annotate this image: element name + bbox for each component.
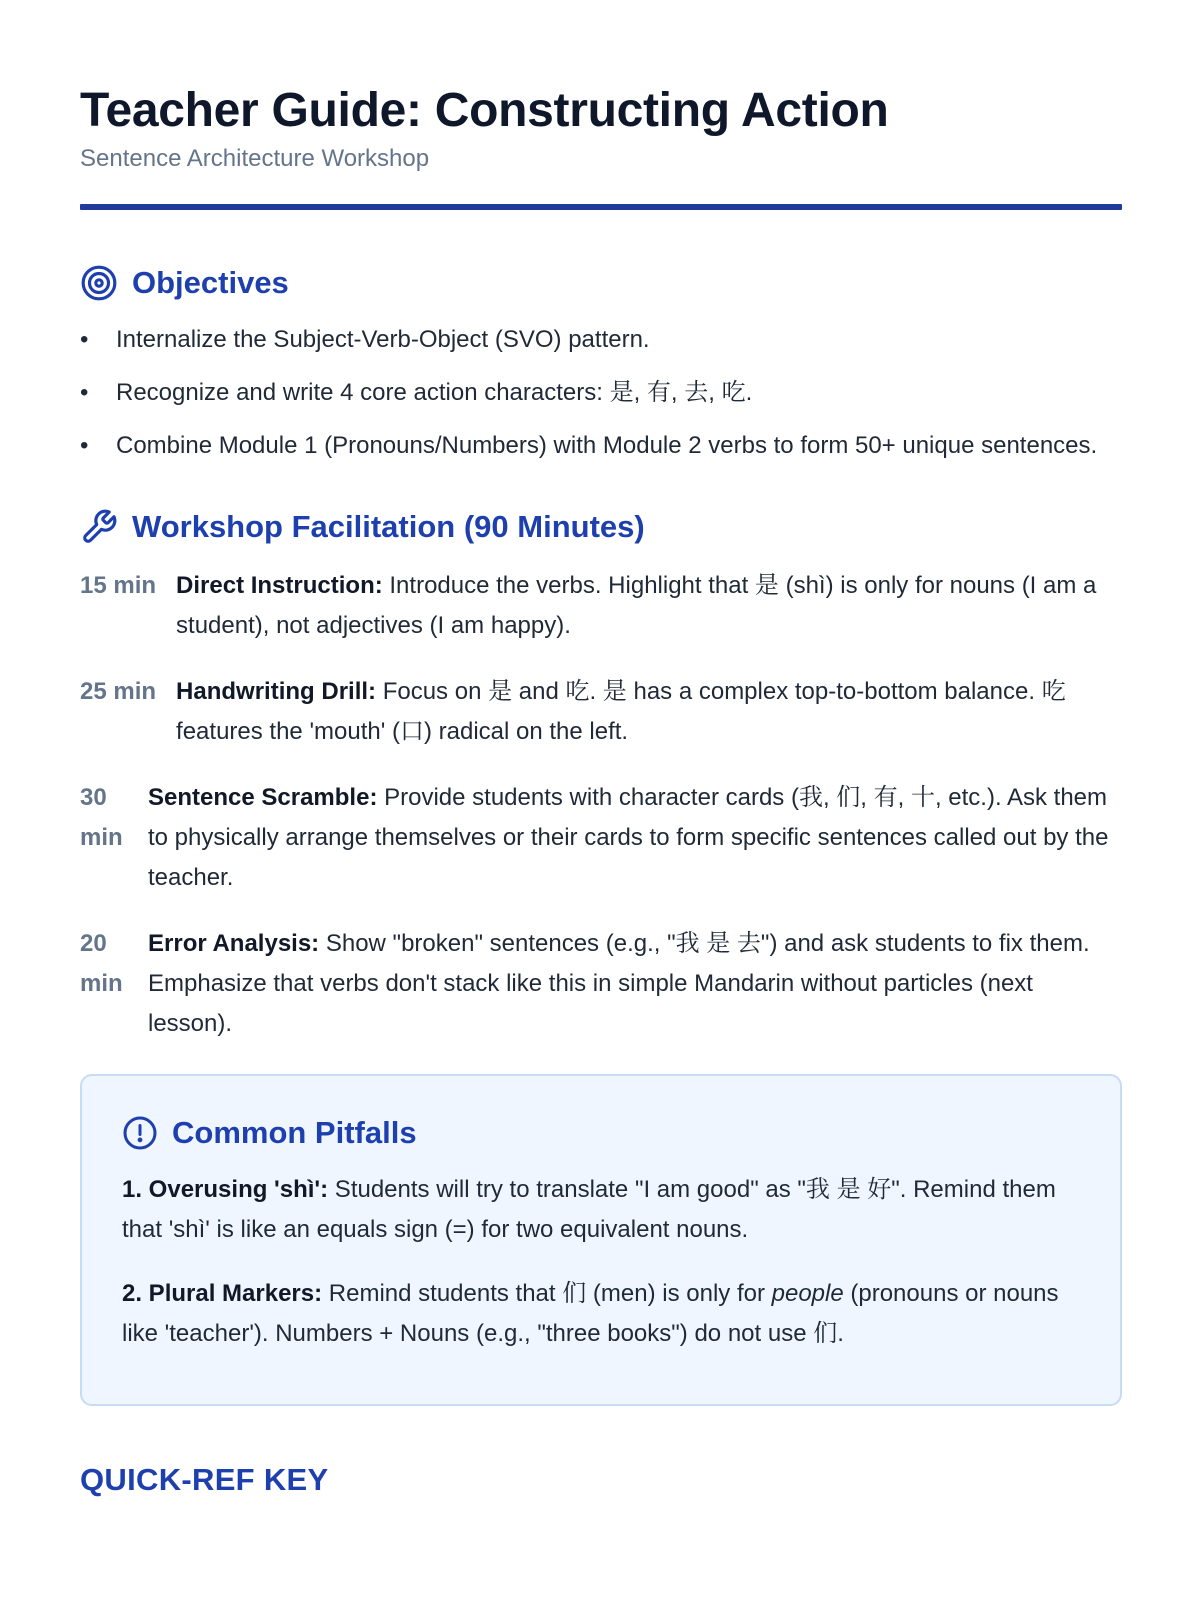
pitfall-item bbox=[122, 1170, 1080, 1250]
step-text: Provide students with character cards (我, 们, 有, 十, etc.). Ask them to physically arrange themselves or their cards to form specific sentences called out by the teacher. bbox=[148, 784, 1109, 891]
step-description bbox=[148, 924, 1122, 1044]
bullet-marker: • bbox=[80, 326, 89, 353]
pitfalls-heading bbox=[122, 1114, 1080, 1152]
timeline-step bbox=[80, 778, 1122, 898]
quick-ref-heading: QUICK-REF KEY bbox=[80, 1462, 329, 1497]
step-text: Introduce the verbs. Highlight that 是 (shì) is only for nouns (I am a student), not adjectives (I am happy). bbox=[176, 572, 1097, 639]
objective-text: Internalize the Subject-Verb-Object (SVO) pattern. bbox=[116, 326, 650, 353]
list-item bbox=[80, 426, 1122, 466]
pitfall-label: 2. Plural Markers: bbox=[122, 1280, 323, 1307]
pitfall-emphasis: people bbox=[771, 1280, 844, 1307]
step-duration: 15 min bbox=[80, 572, 157, 599]
wrench-icon bbox=[80, 508, 118, 546]
bullet-marker: • bbox=[80, 379, 89, 406]
list-item bbox=[80, 320, 1122, 360]
objectives-list bbox=[80, 320, 1122, 466]
pitfall-text: Students will try to translate "I am good" as "我 是 好". Remind them that 'shì' is like an equals sign (=) for two equivalent nouns. bbox=[122, 1176, 1056, 1243]
workshop-heading bbox=[80, 508, 1122, 546]
pitfall-label: 1. Overusing 'shì': bbox=[122, 1176, 329, 1203]
timeline-step bbox=[80, 566, 1122, 646]
pitfalls-heading-label: Common Pitfalls bbox=[172, 1115, 417, 1150]
step-duration: 20 min bbox=[80, 930, 123, 997]
alert-circle-icon bbox=[122, 1115, 158, 1151]
step-label: Sentence Scramble: bbox=[148, 784, 378, 811]
objective-text: Combine Module 1 (Pronouns/Numbers) with Module 2 verbs to form 50+ unique sentences. bbox=[116, 432, 1098, 459]
step-label: Handwriting Drill: bbox=[176, 678, 377, 705]
bullet-marker: • bbox=[80, 432, 89, 459]
header-divider bbox=[80, 204, 1122, 210]
workshop-section bbox=[80, 508, 1122, 1044]
step-label: Error Analysis: bbox=[148, 930, 320, 957]
pitfall-text: (pronouns or nouns like 'teacher'). Numbers + Nouns (e.g., "three books") do not use 们. bbox=[122, 1280, 1059, 1347]
objectives-heading-label: Objectives bbox=[132, 265, 289, 300]
step-description bbox=[148, 778, 1122, 898]
objectives-heading bbox=[80, 264, 1122, 302]
step-duration: 25 min bbox=[80, 678, 157, 705]
step-description bbox=[176, 672, 1122, 752]
workshop-heading-label: Workshop Facilitation (90 Minutes) bbox=[132, 509, 645, 544]
timeline-step bbox=[80, 672, 1122, 752]
step-text: Show "broken" sentences (e.g., "我 是 去") and ask students to fix them. Emphasize that verbs don't stack like this in simple Mandarin without particles (next lesson). bbox=[148, 930, 1090, 1037]
step-text: Focus on 是 and 吃. 是 has a complex top-to-bottom balance. 吃 features the 'mouth' (口) radical on the left. bbox=[176, 678, 1066, 745]
pitfall-item bbox=[122, 1274, 1080, 1354]
objective-text: Recognize and write 4 core action characters: 是, 有, 去, 吃. bbox=[116, 379, 753, 406]
timeline-step bbox=[80, 924, 1122, 1044]
target-icon bbox=[80, 264, 118, 302]
step-duration: 30 min bbox=[80, 784, 123, 851]
pitfall-text: Remind students that 们 (men) is only for bbox=[322, 1280, 772, 1307]
step-label: Direct Instruction: bbox=[176, 572, 383, 599]
objectives-section bbox=[80, 264, 1122, 466]
page-title: Teacher Guide: Constructing Action bbox=[80, 84, 889, 137]
page-subtitle: Sentence Architecture Workshop bbox=[80, 145, 430, 172]
common-pitfalls-callout bbox=[80, 1074, 1122, 1406]
workshop-timeline bbox=[80, 566, 1122, 1044]
list-item bbox=[80, 373, 1122, 413]
step-description bbox=[176, 566, 1122, 646]
